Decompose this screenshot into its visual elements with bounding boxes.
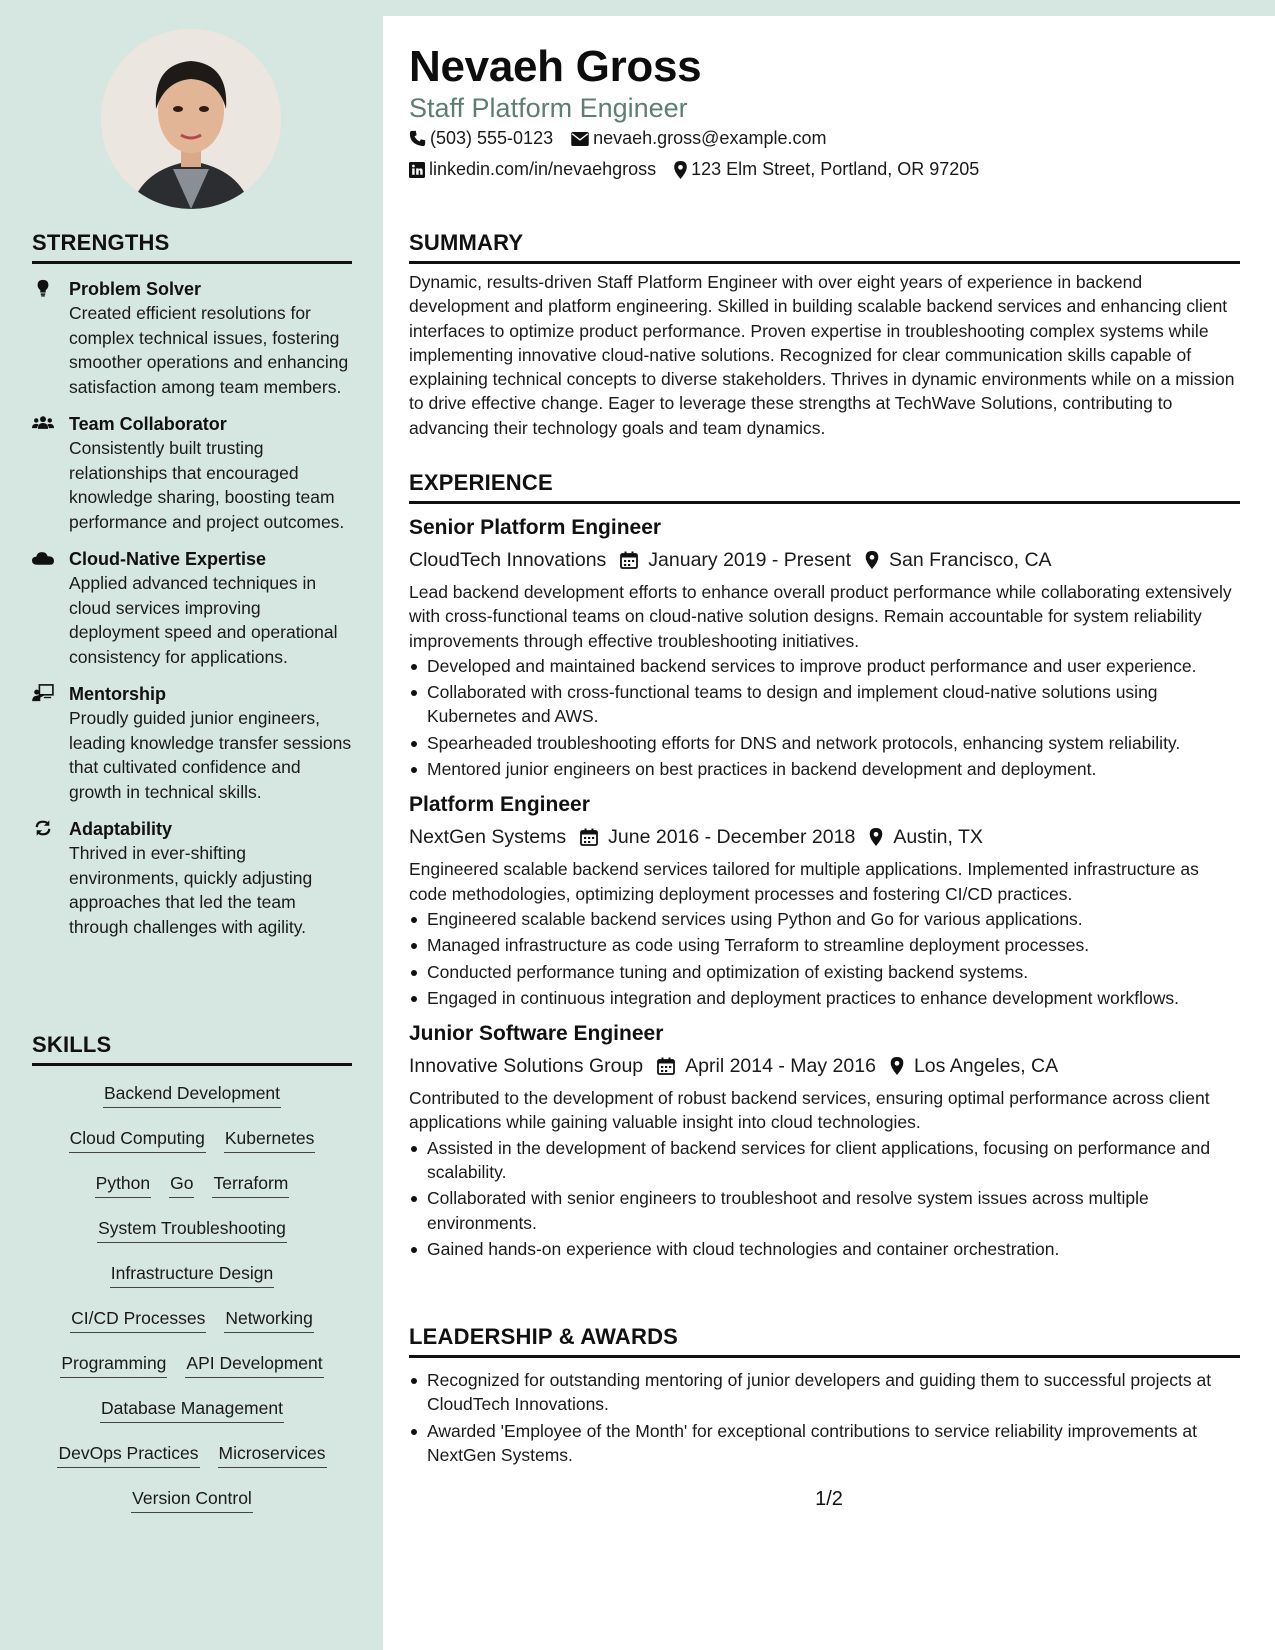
location-pin-icon [869,828,883,846]
contact-row-1 [409,128,844,149]
strength-item [32,682,352,804]
job-meta [409,823,1240,851]
address-contact [674,159,979,180]
job-dates: April 2014 - May 2016 [685,1054,876,1077]
skills-section [32,1032,352,1530]
skill-tag: Terraform [212,1170,289,1198]
job-bullet: Managed infrastructure as code using Terraform to streamline deployment processes. [409,933,1240,957]
skills-row [32,1125,352,1170]
sync-icon [32,817,69,939]
location-pin-icon [674,161,687,179]
job-description: Engineered scalable backend services tailored for multiple applications. Implemented infrastructure as code methodologies, optimizing deployment processes and fostering CI/CD practices. [409,859,1199,904]
leadership-section [409,1324,1240,1469]
skill-tag: Programming [60,1350,167,1378]
job-bullets [409,907,1240,1010]
strength-desc: Created efficient resolutions for complex technical issues, fostering smoother operations and enhancing satisfaction among team members. [69,303,349,397]
skills-row [32,1305,352,1350]
job-bullet: Developed and maintained backend services to improve product performance and user experience. [409,654,1240,678]
phone-icon [409,130,426,147]
linkedin-contact[interactable] [409,159,656,180]
job-title: Senior Platform Engineer [409,516,662,539]
skill-tag: Version Control [131,1485,253,1513]
contact-row-2 [409,159,997,180]
skills-title: SKILLS [32,1032,352,1066]
skills-row [32,1170,352,1215]
job-title: Junior Software Engineer [409,1022,664,1046]
experience-title: EXPERIENCE [409,470,1240,504]
job-company: Innovative Solutions Group [409,1054,644,1077]
job-meta [409,1052,1240,1080]
calendar-icon [657,1057,675,1075]
jobs-list [409,514,1240,1261]
skills-row [32,1215,352,1260]
main-content [383,16,1275,1650]
skill-tag: CI/CD Processes [70,1305,206,1333]
summary-text: Dynamic, results-driven Staff Platform Engineer with over eight years of experience in backend development and platform engineering. Skilled in building scalable backend services and enhancing client interfaces to optimize product performance. Proven expertise in troubleshooting complex systems while implementing innovative cloud-native solutions. Recognized for clear communication skills capable of explaining technical concepts to diverse stakeholders. Thrives in dynamic environments while on a mission to drive effective change. Eager to leverage these strengths at TechWave Solutions, contributing to advancing their technology goals and team dynamics. [409,272,1235,438]
phone-contact[interactable] [409,128,553,149]
strengths-section [32,230,352,952]
calendar-icon [580,828,598,846]
job-bullet: Gained hands-on experience with cloud technologies and container orchestration. [409,1237,1240,1261]
candidate-name: Nevaeh Gross [409,42,702,91]
leadership-title: LEADERSHIP & AWARDS [409,1324,1240,1358]
job-dates: June 2016 - December 2018 [608,825,856,848]
phone-text: (503) 555-0123 [430,128,554,148]
strengths-title: STRENGTHS [32,230,352,264]
linkedin-icon [409,162,425,178]
teacher-icon [32,682,69,804]
skill-tag: Python [95,1170,151,1198]
candidate-role: Staff Platform Engineer [409,93,688,123]
strength-item [32,277,352,399]
job-dates: January 2019 - Present [648,548,851,571]
strength-desc: Consistently built trusting relationships that encouraged knowledge sharing, boosting team performance and project outcomes. [69,438,345,532]
strength-item [32,412,352,534]
envelope-icon [571,132,589,146]
job-bullet: Engineered scalable backend services using Python and Go for various applications. [409,907,1240,931]
job-company: CloudTech Innovations [409,548,607,571]
strength-name: Mentorship [69,684,166,704]
skills-row [32,1395,352,1440]
cloud-icon [32,547,69,669]
job-bullet: Conducted performance tuning and optimization of existing backend systems. [409,960,1240,984]
location-pin-icon [865,551,879,569]
profile-photo [101,29,281,209]
job-description: Contributed to the development of robust backend services, ensuring optimal performance across client applications while gaining valuable insight into cloud technologies. [409,1088,1210,1133]
strength-desc: Proudly guided junior engineers, leading knowledge transfer sessions that cultivated confidence and growth in technical skills. [69,708,352,802]
job-bullet: Assisted in the development of backend services for client applications, focusing on performance and scalability. [409,1136,1240,1185]
job-entry [409,1020,1240,1261]
address-text: 123 Elm Street, Portland, OR 97205 [691,159,980,179]
strength-item [32,817,352,939]
skill-tag: Cloud Computing [69,1125,206,1153]
strength-name: Problem Solver [69,279,202,299]
strength-name: Adaptability [69,819,173,839]
skills-row [32,1485,352,1530]
linkedin-text: linkedin.com/in/nevaehgross [429,159,657,179]
job-title: Platform Engineer [409,793,590,817]
strength-desc: Applied advanced techniques in cloud services improving deployment speed and operational consistency for applications. [69,573,338,667]
summary-section [409,230,1240,440]
skills-row [32,1350,352,1395]
skills-row [32,1080,352,1125]
job-bullet: Collaborated with cross-functional teams to design and implement cloud-native solutions using Kubernetes and AWS. [409,680,1240,729]
job-bullet: Spearheaded troubleshooting efforts for DNS and network protocols, enhancing system reliability. [409,731,1240,755]
award-item: Awarded 'Employee of the Month' for exceptional contributions to service reliability improvements at NextGen Systems. [409,1419,1240,1468]
sidebar [0,0,383,1650]
lightbulb-icon [32,277,69,399]
calendar-icon [620,551,638,569]
job-location: Los Angeles, CA [913,1054,1059,1077]
job-bullet: Mentored junior engineers on best practices in backend development and deployment. [409,757,1240,781]
location-pin-icon [890,1057,904,1075]
strength-item [32,547,352,669]
job-location: Austin, TX [893,825,983,848]
strengths-list [32,277,352,939]
skill-tag: DevOps Practices [57,1440,199,1468]
job-company: NextGen Systems [409,825,567,848]
summary-title: SUMMARY [409,230,1240,264]
skill-tag: Backend Development [103,1080,281,1108]
job-bullets [409,1136,1240,1261]
email-contact[interactable] [571,128,826,149]
portrait-image [101,29,281,209]
strength-desc: Thrived in ever-shifting environments, quickly adjusting approaches that led the team through challenges with agility. [69,843,313,937]
job-bullet: Engaged in continuous integration and deployment practices to enhance development workflows. [409,986,1240,1010]
skill-tag: System Troubleshooting [97,1215,287,1243]
job-entry [409,791,1240,1010]
skills-row [32,1440,352,1485]
skill-tag: Go [169,1170,194,1198]
job-entry [409,514,1240,781]
skill-tag: API Development [185,1350,323,1378]
page-number: 1/2 [815,1488,843,1510]
strength-name: Team Collaborator [69,414,227,434]
skill-tag: Infrastructure Design [110,1260,274,1288]
strength-name: Cloud-Native Expertise [69,549,267,569]
leadership-list [409,1368,1240,1467]
job-bullet: Collaborated with senior engineers to troubleshoot and resolve system issues across multiple environments. [409,1186,1240,1235]
skills-row [32,1260,352,1305]
users-icon [32,412,69,534]
skill-tag: Kubernetes [224,1125,316,1153]
experience-section [409,470,1240,1263]
email-text: nevaeh.gross@example.com [593,128,827,148]
job-meta [409,546,1240,574]
skill-tag: Networking [224,1305,314,1333]
skill-tag: Microservices [218,1440,327,1468]
job-location: San Francisco, CA [889,548,1052,571]
skills-list [32,1080,352,1530]
job-description: Lead backend development efforts to enhance overall product performance while collaborating extensively with cross-functional teams on cloud-native solution designs. Remain accountable for system reliability improvements through effective troubleshooting initiatives. [409,582,1232,651]
job-bullets [409,654,1240,781]
award-item: Recognized for outstanding mentoring of junior developers and guiding them to successful projects at CloudTech Innovations. [409,1368,1240,1417]
skill-tag: Database Management [100,1395,284,1423]
